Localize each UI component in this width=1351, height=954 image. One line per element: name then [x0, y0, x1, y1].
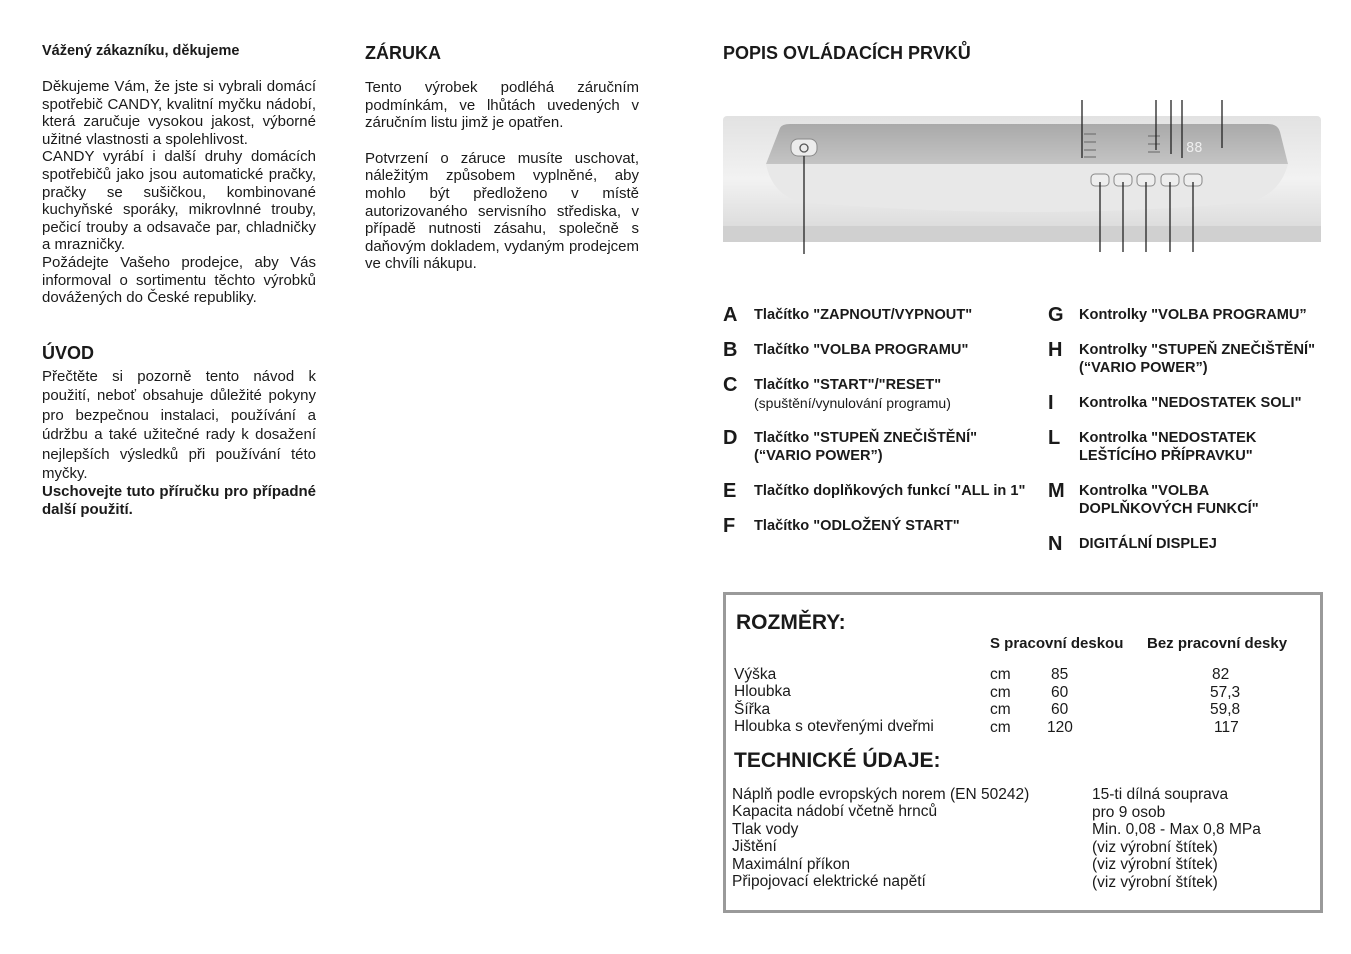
uvod-text: [42, 367, 316, 519]
uvod-bold-note: Uschovejte tuto příručku pro případné další použití.: [42, 483, 316, 519]
panel-bottom-edge: [723, 226, 1321, 242]
tech-label-capacity-norm: Náplň podle evropských norem (EN 50242): [732, 786, 1030, 803]
digital-display-readout: 88: [1186, 141, 1203, 156]
tech-value-capacity-norm: 15-ti dílná souprava: [1092, 786, 1229, 803]
specs-box: [723, 592, 1323, 913]
dim-label-width: Šířka: [734, 701, 771, 718]
dim-unit-height: cm: [990, 666, 1011, 683]
zaruka-paragraph-1: Tento výrobek podléhá záručním podmínkám, ve lhůtách uvedených v záručním listu jimž je opatřen.: [365, 79, 639, 132]
dim-label-height: Výška: [734, 666, 777, 683]
dim-with-width: 60: [1051, 701, 1069, 718]
dim-label-depth-open: Hloubka s otevřenými dveřmi: [734, 718, 934, 735]
dim-unit-depth: cm: [990, 684, 1011, 701]
dim-without-width: 59,8: [1210, 701, 1241, 718]
panel-handle-recess: [766, 164, 1288, 212]
dim-without-depth: 57,3: [1210, 684, 1241, 701]
controls-heading: POPIS OVLÁDACÍCH PRVKŮ: [723, 43, 971, 63]
tech-label-voltage: Připojovací elektrické napětí: [732, 873, 926, 890]
tech-label-water-pressure: Tlak vody: [732, 821, 799, 838]
intro-paragraph-3: Požádejte Vašeho prodejce, aby Vás informoval o sortimentu těchto výrobků dovážených do České republiky.: [42, 253, 316, 307]
technical-heading: TECHNICKÉ ÚDAJE:: [734, 749, 941, 772]
dim-with-depth: 60: [1051, 684, 1069, 701]
tech-value-voltage: (viz výrobní štítek): [1092, 874, 1218, 891]
zaruka-text: [365, 79, 639, 273]
tech-value-fuse: (viz výrobní štítek): [1092, 839, 1218, 856]
dim-unit-width: cm: [990, 701, 1011, 718]
zaruka-paragraph-2: Potvrzení o záruce musíte uschovat, náležitým způsobem vyplněné, aby mohlo být předloženo v místě autorizovaného servisního střediska, v případě nutnosti zásahu, společně s daňovým dokladem, vydaným prodejcem ve chvíli nákupu.: [365, 149, 639, 273]
intro-text: [42, 78, 316, 307]
zaruka-heading: ZÁRUKA: [365, 43, 441, 63]
dimensions-heading: ROZMĚRY:: [736, 611, 846, 634]
dim-label-depth: Hloubka: [734, 683, 791, 700]
tech-value-capacity: pro 9 osob: [1092, 804, 1166, 821]
dim-with-depth-open: 120: [1047, 719, 1073, 736]
tech-value-power: (viz výrobní štítek): [1092, 856, 1218, 873]
intro-paragraph-2: CANDY vyrábí i další druhy domácích spotřebičů jako jsou automatické pračky, pračky se sušičkou, kombinované kuchyňské sporáky, mikrovlnné trouby, pečicí trouby a odsavače par, chladničky a mrazničky.: [42, 148, 316, 254]
dim-with-height: 85: [1051, 666, 1069, 683]
dim-unit-depth-open: cm: [990, 719, 1011, 736]
tech-value-water-pressure: Min. 0,08 - Max 0,8 MPa: [1092, 821, 1261, 838]
dim-without-height: 82: [1212, 666, 1230, 683]
panel-display-strip: [766, 124, 1288, 164]
intro-heading: Vážený zákazníku, děkujeme: [42, 43, 240, 59]
intro-paragraph-1: Děkujeme Vám, že jste si vybrali domácí spotřebič CANDY, kvalitní myčku nádobí, která zaručuje vysokou jakost, výborné užitné vlastnosti a spolehlivost.: [42, 78, 316, 148]
tech-label-fuse: Jištění: [732, 838, 777, 855]
uvod-paragraph: Přečtěte si pozorně tento návod k použití, neboť obsahuje důležité pokyny pro bezpečnou instalaci, používání a údržbu a také užitečné rady k dosažení nejlepších výsledků při používání této myčky.: [42, 368, 316, 483]
on-off-button-shape: [791, 139, 817, 156]
dim-without-depth-open: 117: [1214, 719, 1239, 736]
col-without-worktop: Bez pracovní desky: [1147, 635, 1288, 652]
tech-label-power: Maximální příkon: [732, 856, 851, 873]
control-panel-illustration: [720, 98, 1324, 258]
tech-label-capacity: Kapacita nádobí včetně hrnců: [732, 803, 938, 820]
uvod-heading: ÚVOD: [42, 343, 95, 363]
col-with-worktop: S pracovní deskou: [990, 635, 1124, 652]
